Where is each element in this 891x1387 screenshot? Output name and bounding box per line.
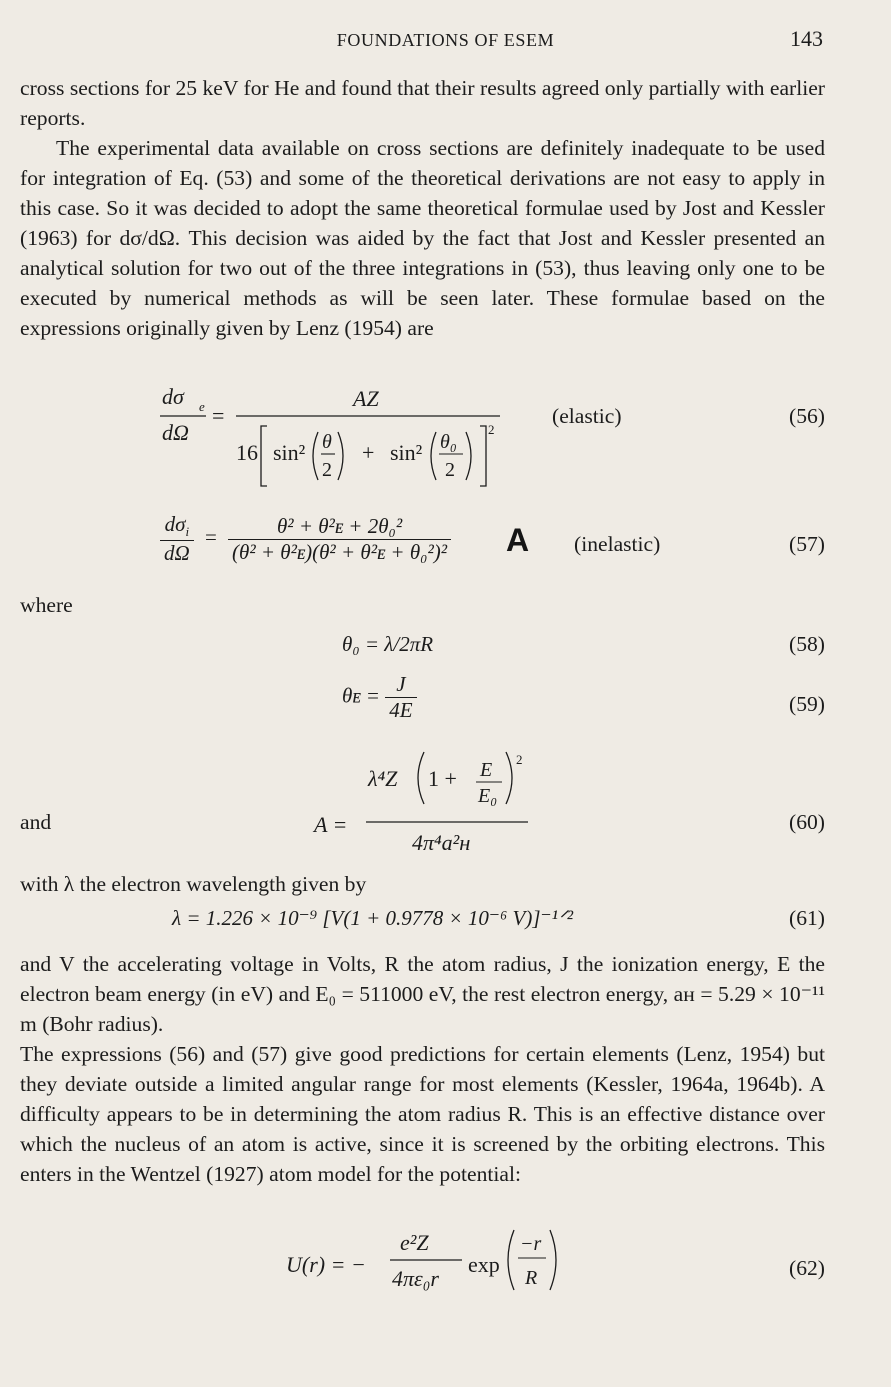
eq59-number: (59) [789,692,825,716]
eq60-inner-den: E₀ [478,785,498,807]
eq57-rhs-den: (θ² + θ²ᴇ)(θ² + θ²ᴇ + θ₀²)² [228,539,451,565]
eq59-num: J [396,672,406,696]
eq56-lhs-den: dΩ [162,420,189,445]
eq56-lhs-num: dσ [162,384,184,409]
eq60-lhs: A = [314,812,348,837]
eq56-two-a: 2 [322,459,332,481]
eq62-lhs: U(r) = − [286,1252,366,1277]
eq56-two-b: 2 [445,459,455,481]
eq59-lhs: θᴇ = [342,683,380,708]
running-head [0,26,891,56]
eq62-inner-den: R [525,1267,538,1289]
stamp-letter-a: A [506,522,530,558]
svg-text:=: = [212,403,225,428]
eq62-graphic [282,1222,582,1302]
and-label: and [20,810,52,834]
eq60-num-pre: λ⁴Z [368,766,398,791]
eq61-expr: λ = 1.226 × 10⁻⁹ [V(1 + 0.9778 × 10⁻⁶ V)]⁻¹ᐟ² [172,906,574,930]
eq56-rhs-num: AZ [353,386,379,411]
eq56-coef: 16 [236,440,258,465]
eq62-number: (62) [789,1256,825,1280]
where-label: where [20,593,73,617]
eq57-rhs-num: θ² + θ²ᴇ + 2θ₀² [276,513,403,538]
eq56-theta: θ [322,431,332,453]
paragraph-lambda: with λ the electron wavelength given by [20,872,367,896]
book-page: FOUNDATIONS OF ESEM 143 cross sections for 25 keV for He and found that their results agreed only partially with earlier reports. The experimental data available on cross sections are definitely inadequate to be used for integration of Eq. (53) and some of the theoretical derivations are not easy to apply in this case. So it was decided to adopt the same theoretical formulae used by Jost and Kessler (1963) for dσ/dΩ. This decision was aided by the fact that Jost and Kessler presented an analytical solution for two out of the three integrations in (53), thus leaving only one to be executed by numerical methods as will be seen later. These formulae based on the expressions originally given by Lenz (1954) are dσ e dΩ = AZ 16 sin² θ 2 + sin² θ₀ 2 2 (elastic) (56) $\frac{d\sigma_i}{d\Omega}$ = $\frac{\text{θ² + θ²ᴇ + 2θ₀²}}{\text{(θ² + θ²ᴇ)(θ² + θ²ᴇ + θ₀²)²}}$ A (inelastic) (57) where θ₀ = λ/2πR (58) θᴇ = $\frac{J}{4E}$ (59) and A = λ⁴Z 1 + E E₀ 2 4π⁴a²ʜ (60) with λ the electron wavelength given by λ = 1.226 × 10⁻⁹ [V(1 + 0.9778 × 10⁻⁶ V)]⁻¹ᐟ² (61) and V the accelerating voltage in Volts, R the atom radius, J the ionization energy, E the electron beam energy (in eV) and E₀ = 511000 eV, the rest electron energy, aʜ = 5.29 × 10⁻¹¹ m (Bohr radius). The expressions (56) and (57) give good predictions for certain elements (Lenz, 1954) but they deviate outside a limited angular range for most elements (Kessler, 1964a, 1964b). A difficulty appears to be in determining the atom radius R. This is an effective distance over which the nucleus of an atom is active, since it is screened by the orbiting electrons. This enters in the Wentzel (1927) atom model for the potential: U(r) = − e²Z 4πε₀r exp −r R (62) [0,0,891,1387]
paragraph-3: The expressions (56) and (57) give good predictions for certain elements (Lenz, 1954) but they deviate outside a limited angular range for most elements (Kessler, 1964a, 1964b). A difficulty appears to be in determining the atom radius R. This is an effective distance over which the nucleus of an atom is active, since it is screened by the orbiting electrons. This enters in the Wentzel (1927) atom model for the potential: [20,1042,825,1186]
eq56-power: 2 [488,422,495,437]
eq62-exp: exp [468,1252,500,1277]
eq57-lhs-num: dσ [164,512,186,536]
eq60-one-plus: 1 + [428,766,457,791]
eq60-graphic [310,746,540,858]
paragraph-definitions: and V the accelerating voltage in Volts, R the atom radius, J the ionization energy, E the electron beam energy (in eV) and E₀ = 511000 eV, the rest electron energy, aʜ = 5.29 × 10⁻¹¹ m (Bohr radius). [20,952,825,1036]
eq56-number: (56) [789,404,825,428]
eq60-power: 2 [516,752,523,767]
eq56-plus: + [362,440,375,465]
eq59-den: 4E [385,697,416,723]
eq56-graphic [150,382,520,494]
eq61-number: (61) [789,906,825,930]
paragraph-1: cross sections for 25 keV for He and found that their results agreed only partially with earlier reports. [20,76,825,130]
eq60-number: (60) [789,810,825,834]
eq60-den: 4π⁴a²ʜ [412,830,471,855]
eq56-theta0: θ₀ [440,431,457,453]
eq60-inner-num: E [480,759,493,781]
running-title: FOUNDATIONS OF ESEM [336,30,555,50]
eq56-tag: (elastic) [552,404,622,428]
eq56-sin-b: sin² [390,440,423,465]
eq58-expr: θ₀ = λ/2πR [342,632,434,656]
eq57-lhs-sub: i [185,524,190,540]
paragraph-2: The experimental data available on cross sections are definitely inadequate to be used for integration of Eq. (53) and some of the theoretical derivations are not easy to apply in this case. So it was decided to adopt the same theoretical formulae used by Jost and Kessler (1963) for dσ/dΩ. This decision was aided by the fact that Jost and Kessler presented an analytical solution for two out of the three integrations in (53), thus leaving only one to be executed by numerical methods as will be seen later. These formulae based on the expressions originally given by Lenz (1954) are [20,136,825,340]
eq57-lhs-den: dΩ [160,540,194,566]
eq62-den: 4πε₀r [392,1266,439,1291]
eq56-sin-a: sin² [273,440,306,465]
eq62-num: e²Z [400,1230,429,1255]
eq62-inner-num: −r [520,1233,542,1255]
eq58-number: (58) [789,632,825,656]
eq56-lhs-sub: e [199,399,205,414]
eq57-number: (57) [789,532,825,556]
page-number: 143 [790,26,823,51]
eq57-tag: (inelastic) [574,532,661,556]
